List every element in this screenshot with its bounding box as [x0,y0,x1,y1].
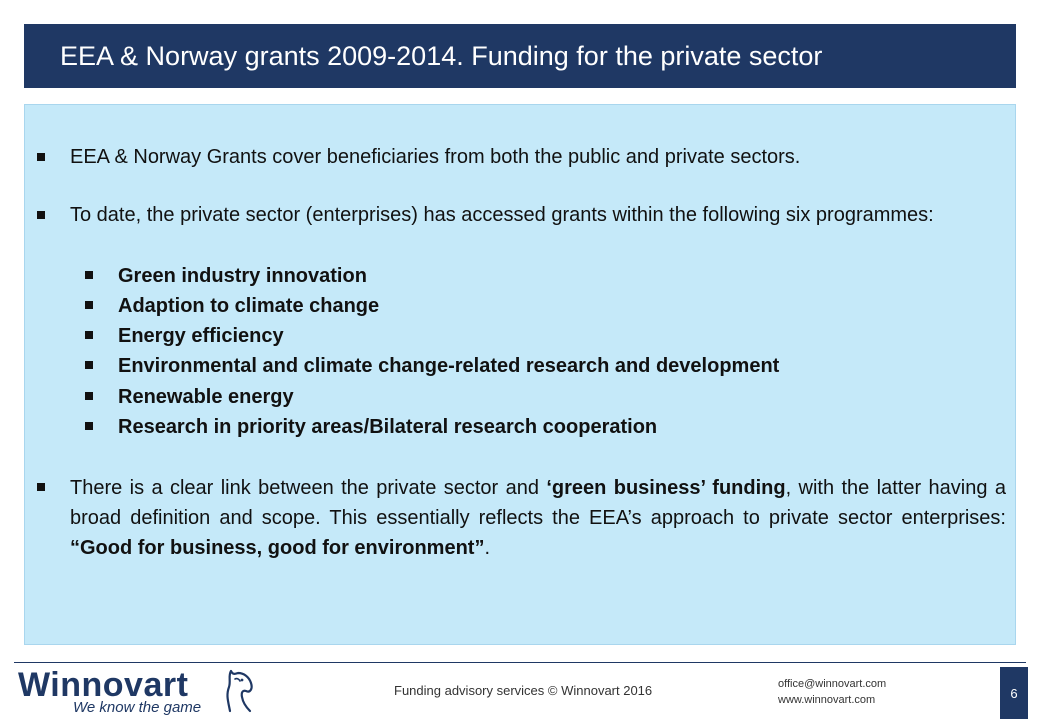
sub-bullet-square-icon [85,331,93,339]
content-box [24,104,1016,645]
programme-item: Green industry innovation [118,265,367,287]
bullet-square-icon [37,153,45,161]
bullet-text-2: To date, the private sector (enterprises) has accessed grants within the following six programmes: [70,204,934,226]
logo-wordmark: Winnovart [18,666,189,704]
footer-email[interactable]: office@winnovart.com [778,678,887,690]
footer-website[interactable]: www.winnovart.com [778,694,876,706]
bullet-3-bold-2: “Good for business, good for environment” [70,537,485,559]
bullet-3-part-2: , with the latter having a broad definition and scope. This essentially reflects the EEA’s approach to private sector enterprises: [70,477,1006,529]
logo-tagline: We know the game [73,699,202,716]
bullet-text-1: EEA & Norway Grants cover beneficiaries from both the public and private sectors. [70,146,801,168]
sub-bullet-square-icon [85,392,93,400]
bullet-square-icon [37,211,45,219]
bullet-3-part-1: There is a clear link between the private sector and [70,477,547,499]
footer-contact [778,676,886,708]
programme-item: Environmental and climate change-related research and development [118,355,780,377]
bullet-3-bold-1: ‘green business’ funding [546,477,786,499]
bullet-text-3 [70,473,1006,563]
footer-divider [14,662,1026,663]
slide-title: EEA & Norway grants 2009-2014. Funding for the private sector [60,40,823,71]
slide-title-bar [24,24,1016,88]
programme-item: Adaption to climate change [118,295,380,317]
winnovart-logo [18,665,258,717]
programme-item: Research in priority areas/Bilateral research cooperation [118,416,658,438]
horse-head-icon [220,667,254,713]
page-number-box [1000,667,1028,719]
footer-copyright: Funding advisory services © Winnovart 2016 [394,683,653,698]
bullet-square-icon [37,483,45,491]
sub-bullet-square-icon [85,271,93,279]
sub-bullet-square-icon [85,422,93,430]
programme-item: Energy efficiency [118,325,284,347]
page-number: 6 [1010,685,1018,701]
sub-bullet-square-icon [85,301,93,309]
bullet-3-part-3: . [484,537,491,559]
programme-item: Renewable energy [118,386,294,408]
sub-bullet-square-icon [85,361,93,369]
